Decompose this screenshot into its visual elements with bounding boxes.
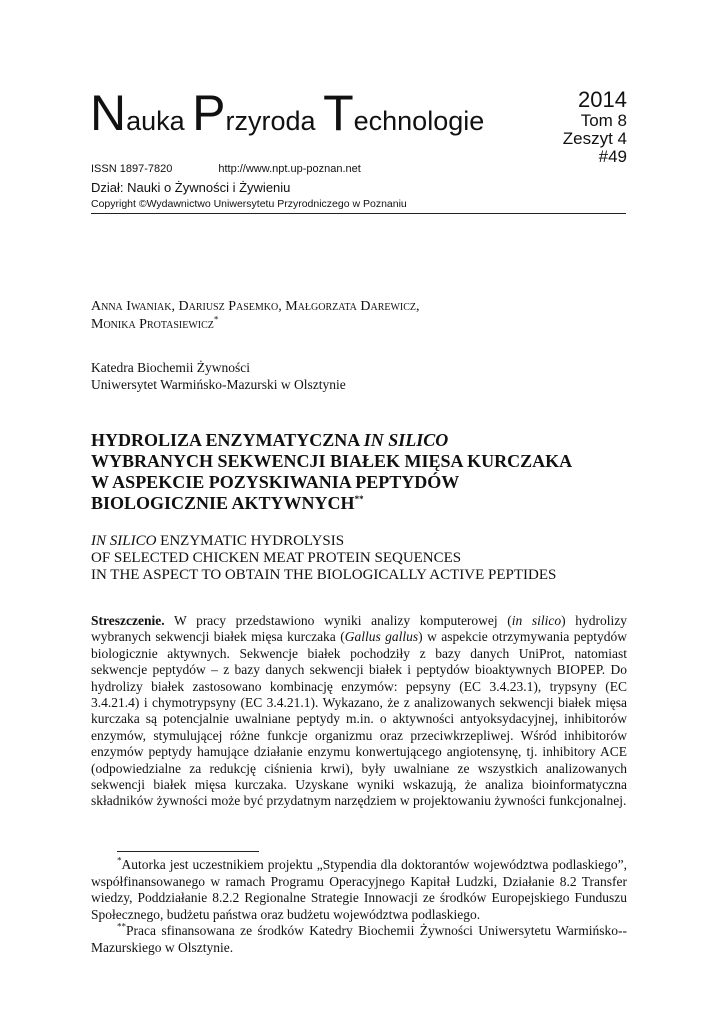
issn: ISSN 1897-7820	[91, 163, 173, 175]
issn-line	[91, 163, 361, 175]
footnote	[91, 923, 627, 956]
title-text: HYDROLIZA ENZYMATYCZNA	[91, 430, 364, 450]
journal-title-word: echnologie	[353, 106, 485, 136]
header-divider	[91, 213, 626, 214]
title-line: W ASPEKCIE POZYSKIWANIA PEPTYDÓW	[91, 472, 460, 492]
journal-title-initial: T	[323, 85, 354, 141]
copyright: Copyright ©Wydawnictwo Uniwersytetu Przyrodniczego w Poznaniu	[91, 198, 407, 210]
journal-title	[90, 85, 485, 141]
journal-title-word: rzyroda	[225, 106, 324, 136]
title-line: WYBRANYCH SEKWENCJI BIAŁEK MIĘSA KURCZAKA	[91, 451, 573, 471]
abstract-label: Streszczenie.	[91, 613, 165, 628]
abstract	[91, 613, 627, 810]
title-line	[91, 493, 631, 514]
affiliation-line: Katedra Biochemii Żywności	[91, 360, 250, 375]
abstract-italic: in silico	[511, 613, 562, 628]
issue-number: Zeszyt 4	[562, 129, 627, 149]
author-name: Monika Protasiewicz	[91, 317, 214, 332]
title-line	[91, 430, 631, 451]
journal-title-initial: P	[192, 85, 226, 141]
abstract-text: ) hydrolizy wybranych sekwencji białek mięsa kurczaka (	[91, 613, 627, 645]
footnote-marker[interactable]: **	[354, 494, 364, 504]
footnote-divider	[117, 851, 259, 852]
footnote-marker[interactable]: *	[213, 314, 219, 325]
title-italic: IN SILICO	[363, 430, 449, 450]
article-title-en	[91, 533, 631, 584]
footnotes	[91, 857, 627, 957]
affiliation-line: Uniwersytet Warmińsko-Mazurski w Olsztynie	[91, 377, 346, 392]
footnote-mark: *	[117, 855, 122, 866]
title-italic: IN SILICO	[91, 533, 157, 549]
authors-line	[91, 316, 631, 334]
title-text: ENZYMATIC HYDROLYSIS	[156, 533, 345, 549]
footnote	[91, 857, 627, 923]
journal-url-link[interactable]: http://www.npt.up-poznan.net	[218, 163, 361, 175]
authors-line: Anna Iwaniak, Dariusz Pasemko, Małgorzata Darewicz,	[91, 299, 420, 314]
title-text: BIOLOGICZNIE AKTYWNYCH	[91, 493, 355, 513]
abstract-italic: Gallus gallus	[344, 629, 419, 645]
abstract-text: ) w aspekcie otrzymywania peptydów biologicznie aktywnych. Sekwencje białek pochodziły z bazy danych UniProt, natomiast sekwencje peptydów – z bazy danych sekwencji białek i peptydów bioaktywnych BIOPEP. Do hydrolizy białek zastosowano kombinację enzymów: pepsyny (EC 3.4.23.1), trypsyny (EC 3.4.21.4) i chymotrypsyny (EC 3.4.21.1). Wykazano, że z analizowanych sekwencji białek mięsa kurczaka są potencjalnie uwalniane peptydy m.in. o aktywności antyoksydacyjnej, inhibitorów enzymów, stymulującej różne funkcje organizmu oraz przeciwkrzepliwej. Wśród inhibitorów enzymów peptydy hamujące działanie enzymu konwertującego angiotensynę, tj. inhibitory ACE (odpowiedzialne za redukcję ciśnienia krwi), były uwalniane ze wszystkich analizowanych sekwencji białek mięsa kurczaka. Uzyskane wyniki wskazują, że analiza bioinformatyczna składników żywności może być przydatnym narzędziem w projektowaniu żywności funkcjonalnej.	[91, 629, 627, 809]
journal-title-word: auka	[126, 106, 193, 136]
authors	[91, 298, 631, 334]
title-line: IN THE ASPECT TO OBTAIN THE BIOLOGICALLY ACTIVE PEPTIDES	[91, 567, 557, 583]
footnote-text: Autorka jest uczestnikiem projektu „Stypendia dla doktorantów województwa podlaskiego”, współfinansowanego w ramach Programu Operacyjnego Kapitał Ludzki, Działanie 8.2 Transfer wiedzy, Poddziałanie 8.2.2 Regionalne Strategie Innowacji ze środków Europejskiego Funduszu Społecznego, budżetu państwa oraz budżetu województwa podlaskiego.	[91, 857, 627, 922]
section-name: Dział: Nauki o Żywności i Żywieniu	[91, 180, 291, 195]
title-line	[91, 533, 631, 550]
issue-info	[563, 88, 627, 167]
issue-volume: Tom 8	[580, 110, 627, 130]
affiliation	[91, 359, 346, 393]
article-number: #49	[598, 147, 627, 167]
article-title-pl	[91, 430, 631, 514]
footnote-mark: **	[117, 921, 126, 932]
journal-title-initial: N	[90, 85, 127, 141]
title-line: OF SELECTED CHICKEN MEAT PROTEIN SEQUENCES	[91, 550, 462, 566]
issue-year: 2014	[578, 87, 627, 112]
abstract-text: W pracy przedstawiono wyniki analizy komputerowej (	[164, 613, 512, 628]
footnote-text: Praca sfinansowana ze środków Katedry Biochemii Żywności Uniwersytetu Warmińsko--Mazurskiego w Olsztynie.	[91, 923, 627, 955]
